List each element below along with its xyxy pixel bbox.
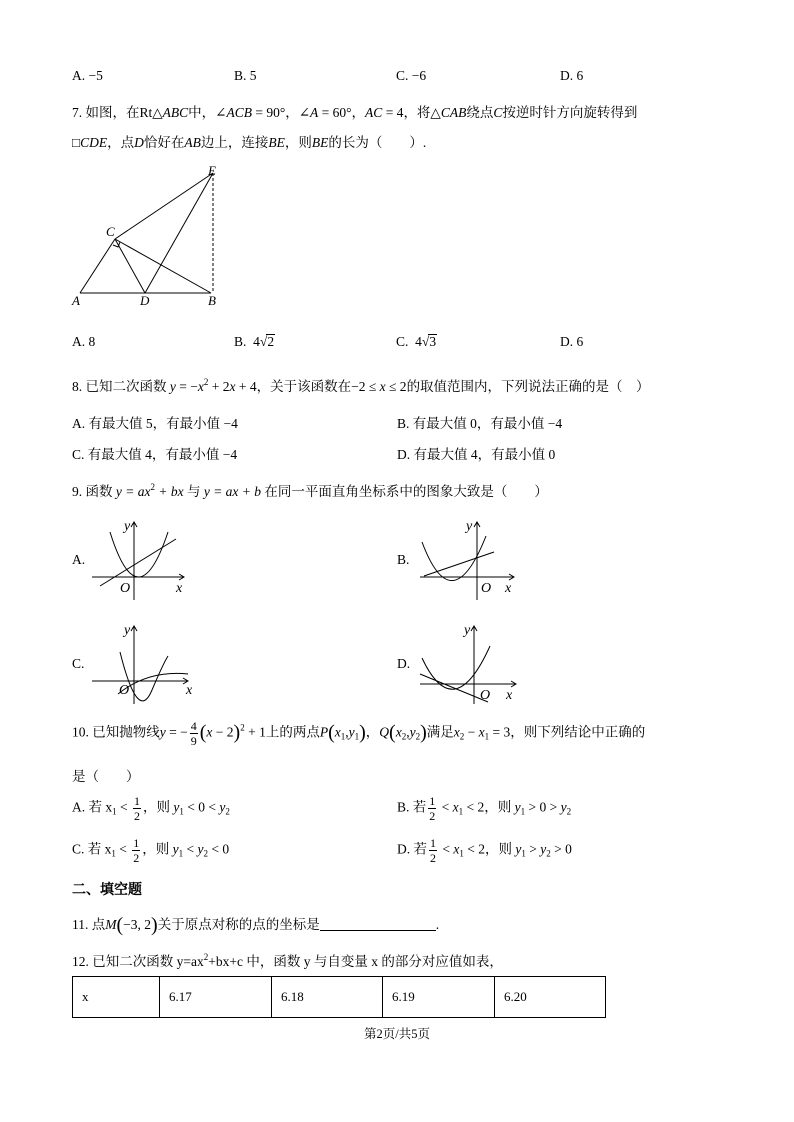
q11-answer-blank (320, 916, 436, 931)
svg-text:O: O (480, 688, 491, 703)
table-cell: 6.18 (272, 977, 383, 1018)
q7-option-a: A. 8 (72, 334, 96, 349)
svg-text:y: y (464, 623, 471, 638)
table-cell: 6.19 (383, 977, 495, 1018)
q7-stem-line2: □CDE，点D恰好在AB边上，连接BE，则BE的长为（ ）. (72, 135, 427, 150)
svg-text:O: O (481, 581, 492, 596)
q10-option-b: B. 若 $\frac{1}{2}$ < $x_1 < 2$，则 $y_1 > 0 > y_2$ (397, 794, 572, 823)
q9-graph-b-label: B. (397, 552, 410, 567)
q10-option-d: D. 若 $\frac{1}{2}$ < $x_1 < 2$，则 $y_1 > y_2 > 0$ (397, 836, 572, 865)
q9-graph-d-label: D. (397, 656, 411, 671)
q7-option-d: D. 6 (560, 334, 584, 349)
svg-text:x: x (506, 688, 513, 703)
q9-stem: 9. 函数 $y = ax^2$ + bx 与 y = ax + b 在同一平面直角坐标系中的图象大致是（ ） (72, 482, 548, 499)
q8-stem: 8. 已知二次函数 $y = -x^2 + 2x + 4$，关于该函数在−2 ≤ x ≤ 2的取值范围内，下列说法正确的是（ ） (72, 377, 650, 394)
q7-label-a: A (72, 293, 80, 308)
table-row (73, 977, 606, 1018)
section-heading: 二、填空题 (72, 882, 142, 898)
svg-text:O: O (119, 683, 130, 698)
q10-stem-line2: 是（ ） (72, 769, 140, 784)
q7-label-e: E (208, 163, 216, 178)
q6-option-c: C. −6 (396, 68, 427, 83)
q9-graph-b (414, 514, 524, 600)
q7-stem-line1: 7. 如图，在Rt△ABC中，∠ACB = 90°，∠A = 60°，AC = 4，将△CAB绕点C按逆时针方向旋转得到 (72, 105, 638, 120)
table-cell: 6.20 (495, 977, 606, 1018)
q6-option-b: B. 5 (234, 68, 257, 83)
q8-option-b: B. 有最大值 0，有最小值 −4 (397, 416, 563, 431)
q9-graph-a (88, 514, 198, 600)
q7-option-c: C. 4√3 (396, 334, 437, 349)
page-footer: 第2页/共5页 (364, 1027, 430, 1041)
q12-value-table (72, 976, 606, 1018)
svg-text:x: x (186, 683, 193, 698)
q7-label-c: C (106, 224, 115, 239)
q6-option-d: D. 6 (560, 68, 584, 83)
svg-text:y: y (124, 519, 131, 534)
q8-option-c: C. 有最大值 4，有最小值 −4 (72, 447, 238, 462)
svg-text:x: x (176, 581, 183, 596)
q8-option-a: A. 有最大值 5，有最小值 −4 (72, 416, 238, 431)
q9-graph-c-label: C. (72, 656, 85, 671)
q10-stem-line1: 10. 已知抛物线y = − $\frac{4}{9}$ $(x - 2)^2 + 1$上的两点$P(x_1,y_1)$，$Q(x_2,y_2)$满足$x_2 - x_1 = 3$，则下列结论中正确的 (72, 719, 646, 748)
table-cell: 6.17 (160, 977, 272, 1018)
q7-triangle-figure (70, 162, 230, 312)
q7-label-d: D (140, 293, 150, 308)
svg-text:x: x (505, 581, 512, 596)
q10-option-a: A. 若 $x_1$ < $\frac{1}{2}$ ，则 $y_1 < 0 < y_2$ (72, 794, 230, 823)
svg-text:O: O (120, 581, 131, 596)
table-header-cell: x (73, 977, 160, 1018)
q12-stem: 12. 已知二次函数 $y=ax^2+bx+c$ 中，函数 y 与自变量 x 的部分对应值如表， (72, 952, 503, 969)
q7-label-b: B (208, 293, 216, 308)
q7-option-b: B. 4√2 (234, 334, 275, 349)
q11-stem: 11. 点M(−3, 2)关于原点对称的点的坐标是 . (72, 914, 440, 936)
q6-option-a: A. −5 (72, 68, 103, 83)
svg-text:y: y (466, 519, 473, 534)
q9-graph-a-label: A. (72, 552, 86, 567)
q10-option-c: C. 若 $x_1$ < $\frac{1}{2}$ ，则 $y_1 < y_2 < 0$ (72, 836, 230, 865)
q8-option-d: D. 有最大值 4，有最小值 0 (397, 447, 556, 462)
svg-text:y: y (124, 623, 131, 638)
q9-graph-d (414, 618, 524, 704)
q9-graph-c (88, 618, 198, 704)
